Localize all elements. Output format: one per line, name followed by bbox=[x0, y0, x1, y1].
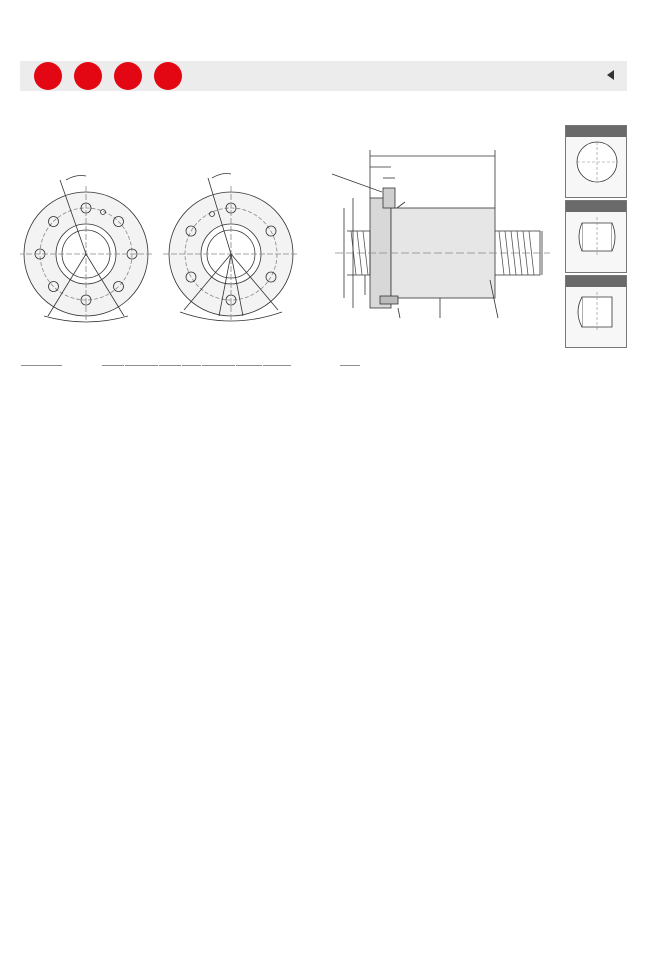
form-b-shape bbox=[566, 212, 628, 262]
col-l10 bbox=[571, 366, 592, 367]
col-d bbox=[292, 366, 311, 367]
form-a-title bbox=[566, 126, 626, 137]
type1-flange-view bbox=[20, 176, 154, 323]
badge-c bbox=[154, 62, 182, 90]
form-b-title bbox=[566, 201, 626, 212]
col-l2 bbox=[325, 366, 340, 367]
col-form-a bbox=[360, 366, 395, 367]
title-bar bbox=[20, 61, 627, 91]
col-lead bbox=[83, 366, 102, 367]
form-a-box bbox=[565, 125, 627, 198]
technical-drawing bbox=[20, 130, 560, 350]
col-l1 bbox=[310, 366, 325, 367]
col-turns bbox=[181, 365, 202, 367]
badge-f bbox=[74, 62, 102, 90]
col-root-dia bbox=[125, 365, 158, 367]
type2-flange-view bbox=[163, 174, 299, 323]
badge-s bbox=[114, 62, 142, 90]
col-form-type bbox=[340, 365, 361, 367]
col-form-b bbox=[396, 366, 431, 367]
col-stiffness bbox=[202, 365, 235, 367]
spec-table bbox=[20, 364, 627, 367]
form-c-shape bbox=[566, 287, 628, 337]
form-c-title bbox=[566, 276, 626, 287]
col-m bbox=[513, 366, 571, 367]
col-model bbox=[21, 365, 63, 367]
col-form-c bbox=[431, 366, 466, 367]
col-d4 bbox=[481, 366, 496, 367]
col-dynamic-load bbox=[235, 365, 262, 367]
col-ball-dia bbox=[158, 365, 181, 367]
form-c-box bbox=[565, 275, 627, 348]
badge-p bbox=[34, 62, 62, 90]
col-nominal-od bbox=[62, 366, 83, 367]
form-reference-panel bbox=[565, 125, 627, 350]
side-view bbox=[332, 150, 550, 318]
form-b-box bbox=[565, 200, 627, 273]
col-d5 bbox=[496, 366, 513, 367]
section-label bbox=[607, 68, 617, 82]
col-l11 bbox=[592, 366, 627, 367]
col-l7 bbox=[467, 366, 482, 367]
form-a-shape bbox=[566, 137, 628, 187]
triangle-left-icon bbox=[607, 70, 614, 80]
col-static-load bbox=[262, 365, 291, 367]
col-pcd bbox=[102, 365, 125, 367]
